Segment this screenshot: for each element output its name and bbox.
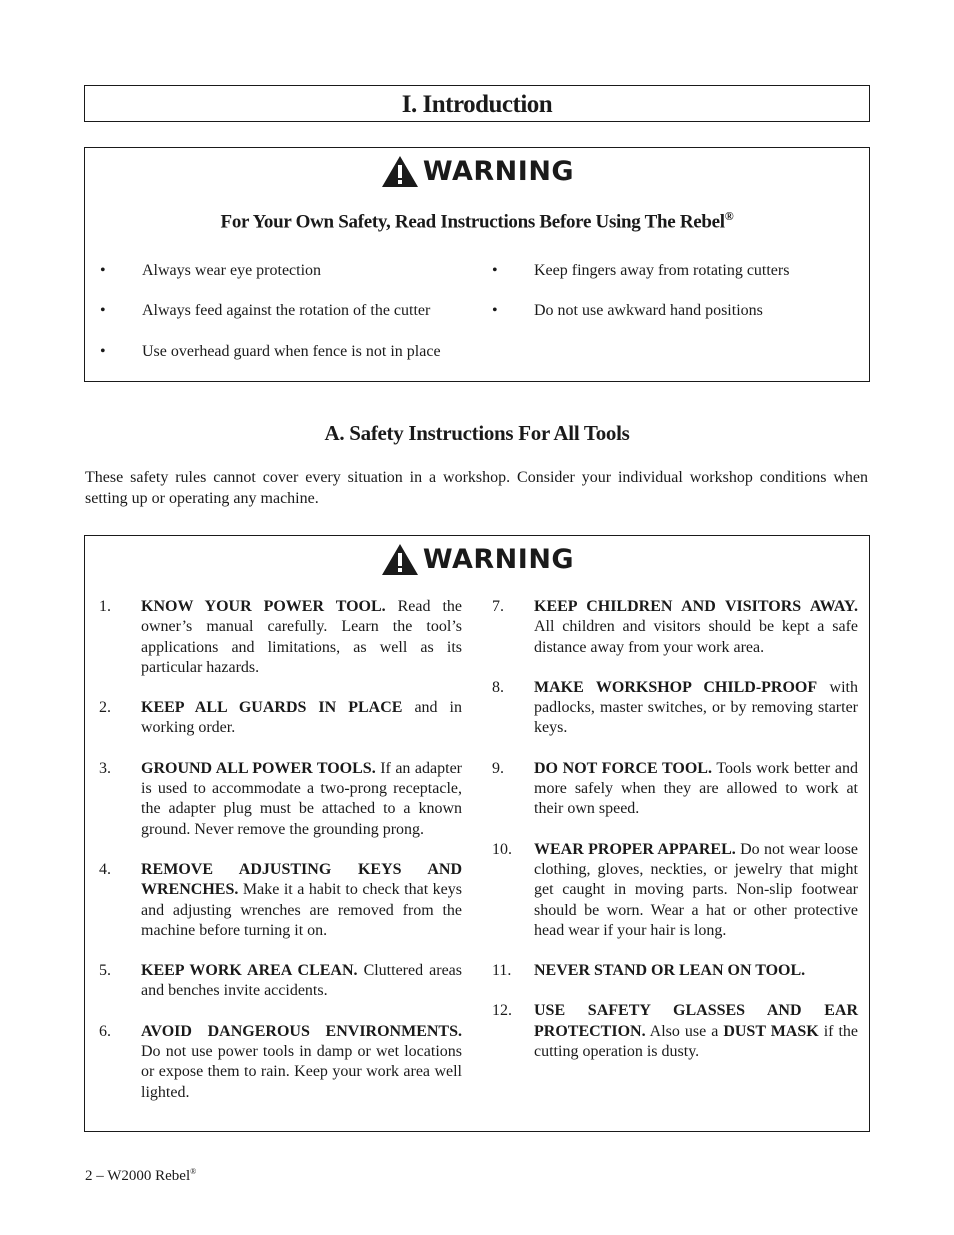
warning-box-rules [84,535,870,1132]
warning-header [85,542,869,577]
section-a-heading: A. Safety Instructions For All Tools [324,421,630,445]
section-a-intro: These safety rules cannot cover every situation in a workshop. Consider your individual workshop conditions when setting up or operating any machine. [85,469,868,507]
rule-item: 7. KEEP CHILDREN AND VISITORS AWAY. All children and visitors should be kept a safe distance away from your work area. [492,598,858,656]
rules-column-right [492,597,858,1062]
rule-item: 10. WEAR PROPER APPAREL. Do not wear loose clothing, gloves, neckties, or jewelry that might get caught in moving parts. Non-slip footwear should be worn. Wear a hat or other protective head wear if your hair is long. [492,840,859,939]
rule-item: 8. MAKE WORKSHOP CHILD-PROOF with padlocks, master switches, or by removing starter keys. [492,678,858,737]
warning-triangle-icon [380,542,420,577]
rule-item: 9. DO NOT FORCE TOOL. Tools work better and more safely when they are allowed to work at their own speed. [492,759,858,818]
rule-item: 12. USE SAFETY GLASSES AND EAR PROTECTION. Also use a DUST MASK if the cutting operation is dusty. [492,1002,859,1061]
rule-item: 5. KEEP WORK AREA CLEAN. Cluttered areas and benches invite accidents. [99,962,462,1000]
registered-mark: ® [724,209,734,223]
rule-item: 11. NEVER STAND OR LEAN ON TOOL. [492,962,806,980]
rule-item: 6. AVOID DANGEROUS ENVIRONMENTS. Do not use power tools in damp or wet locations or expose them to rain. Keep your work area well lighted. [99,1022,462,1101]
registered-mark: ® [190,1167,197,1176]
warning-triangle-icon [380,154,420,189]
warning-label: WARNING [422,156,575,187]
warning-header [85,154,869,189]
page-title: I. Introduction [401,91,553,118]
section-title-box [84,85,870,122]
rule-item: 3. GROUND ALL POWER TOOLS. If an adapter is used to accommodate a two-prong receptacle, the adapter plug must be attached to a known ground. Never remove the grounding prong. [99,759,462,838]
rules-column-left [99,597,462,1103]
rule-item: 4. REMOVE ADJUSTING KEYS AND WRENCHES. Make it a habit to check that keys and adjusting wrenches are removed from the machine before turning it on. [99,860,462,939]
rule-item: 1. KNOW YOUR POWER TOOL. Read the owner’s manual carefully. Learn the tool’s applications and limitations, as well as its particular hazards. [99,598,462,676]
warning-label: WARNING [422,544,575,575]
warning-box-general: WARNING For Your Own Safety, Read Instructions Before Using The Rebel® • Always wear eye protection • Always feed against the rotation of the cutter • Use overhead guard when fence is not in place • Keep fingers away from rotating cutters • Do not use awkward hand positions [84,147,870,382]
page-footer: 2 – W2000 Rebel® [85,1167,197,1184]
warning-subheading: For Your Own Safety, Read Instructions Before Using The Rebel® [220,209,734,233]
rule-item: 2. KEEP ALL GUARDS IN PLACE and in working order. [99,699,463,737]
